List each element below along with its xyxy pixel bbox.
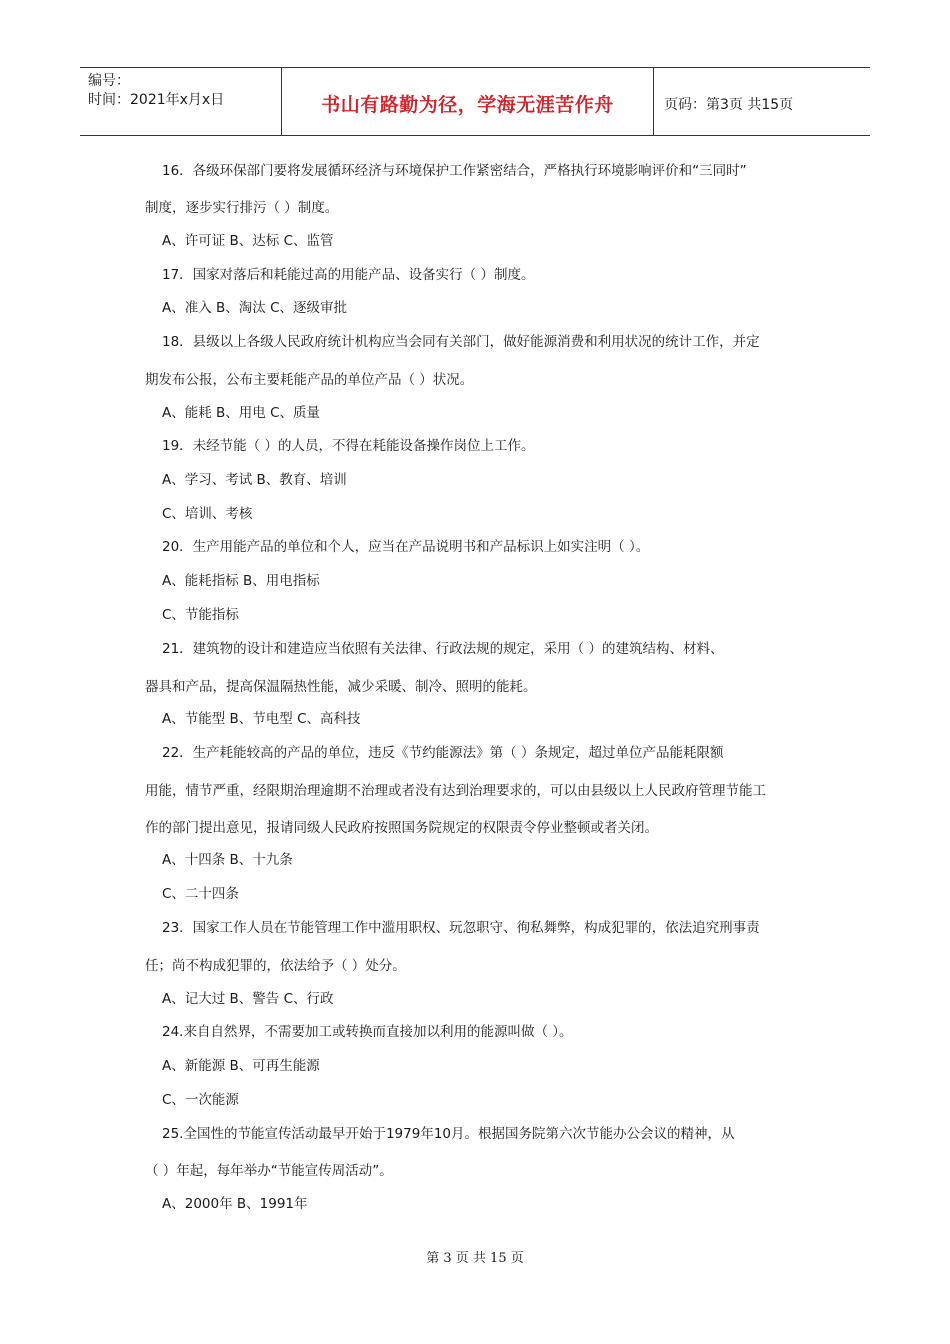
options-22-ab: A、十四条 B、十九条 [162,852,293,868]
options-20-ab: A、能耗指标 B、用电指标 [162,573,320,589]
question-23-cont: 任；尚不构成犯罪的，依法给予（ ）处分。 [145,958,406,974]
question-18-cont: 期发布公报，公布主要耗能产品的单位产品（ ）状况。 [145,372,474,388]
time-label: 时间：2021年x月x日 [88,92,225,108]
question-22-cont2: 作的部门提出意见，报请同级人民政府按照国务院规定的权限责令停业整顿或者关闭。 [145,820,658,836]
question-25-cont: （ ）年起，每年举办“节能宣传周活动”。 [145,1163,393,1179]
page-header [80,67,870,136]
question-16-cont: 制度，逐步实行排污（ ）制度。 [145,200,339,216]
question-21-cont: 器具和产品，提高保温隔热性能，减少采暖、制冷、照明的能耗。 [145,679,537,695]
question-19: 19．未经节能（ ）的人员，不得在耗能设备操作岗位上工作。 [162,438,535,454]
header-motto: 书山有路勤为径，学海无涯苦作舟 [282,68,654,135]
options-16: A、许可证 B、达标 C、监管 [162,233,334,249]
number-label: 编号： [88,73,130,89]
options-24-ab: A、新能源 B、可再生能源 [162,1058,320,1074]
options-18: A、能耗 B、用电 C、质量 [162,405,321,421]
question-21: 21．建筑物的设计和建造应当依照有关法律、行政法规的规定，采用（ ）的建筑结构、材料、 [162,641,724,657]
options-19-c: C、培训、考核 [162,506,253,522]
header-meta [80,68,282,135]
header-page-info: 页码：第3页 共15页 [664,96,794,113]
question-22: 22．生产耗能较高的产品的单位，违反《节约能源法》第（ ）条规定，超过单位产品能耗限额 [162,745,724,761]
options-21: A、节能型 B、节电型 C、高科技 [162,711,361,727]
question-20: 20．生产用能产品的单位和个人，应当在产品说明书和产品标识上如实注明（ ）。 [162,539,650,555]
question-18: 18．县级以上各级人民政府统计机构应当会同有关部门，做好能源消费和利用状况的统计工作，并定 [162,334,760,350]
options-24-c: C、一次能源 [162,1092,239,1108]
question-24: 24.来自自然界，不需要加工或转换而直接加以利用的能源叫做（ ）。 [162,1024,573,1040]
options-19-ab: A、学习、考试 B、教育、培训 [162,472,347,488]
options-22-c: C、二十四条 [162,886,239,902]
options-20-c: C、节能指标 [162,607,239,623]
question-16: 16．各级环保部门要将发展循环经济与环境保护工作紧密结合，严格执行环境影响评价和“三同时” [162,163,747,179]
question-25: 25.全国性的节能宣传活动最早开始于1979年10月。根据国务院第六次节能办公会议的精神，从 [162,1126,735,1142]
question-23: 23．国家工作人员在节能管理工作中滥用职权、玩忽职守、徇私舞弊，构成犯罪的，依法追究刑事责 [162,920,760,936]
options-23: A、记大过 B、警告 C、行政 [162,991,334,1007]
options-25: A、2000年 B、1991年 [162,1196,308,1212]
question-17: 17．国家对落后和耗能过高的用能产品、设备实行（ ）制度。 [162,267,535,283]
question-22-cont1: 用能，情节严重，经限期治理逾期不治理或者没有达到治理要求的，可以由县级以上人民政府管理节能工 [145,783,766,799]
options-17: A、准入 B、淘汰 C、逐级审批 [162,300,348,316]
page-footer: 第 3 页 共 15 页 [426,1251,524,1266]
